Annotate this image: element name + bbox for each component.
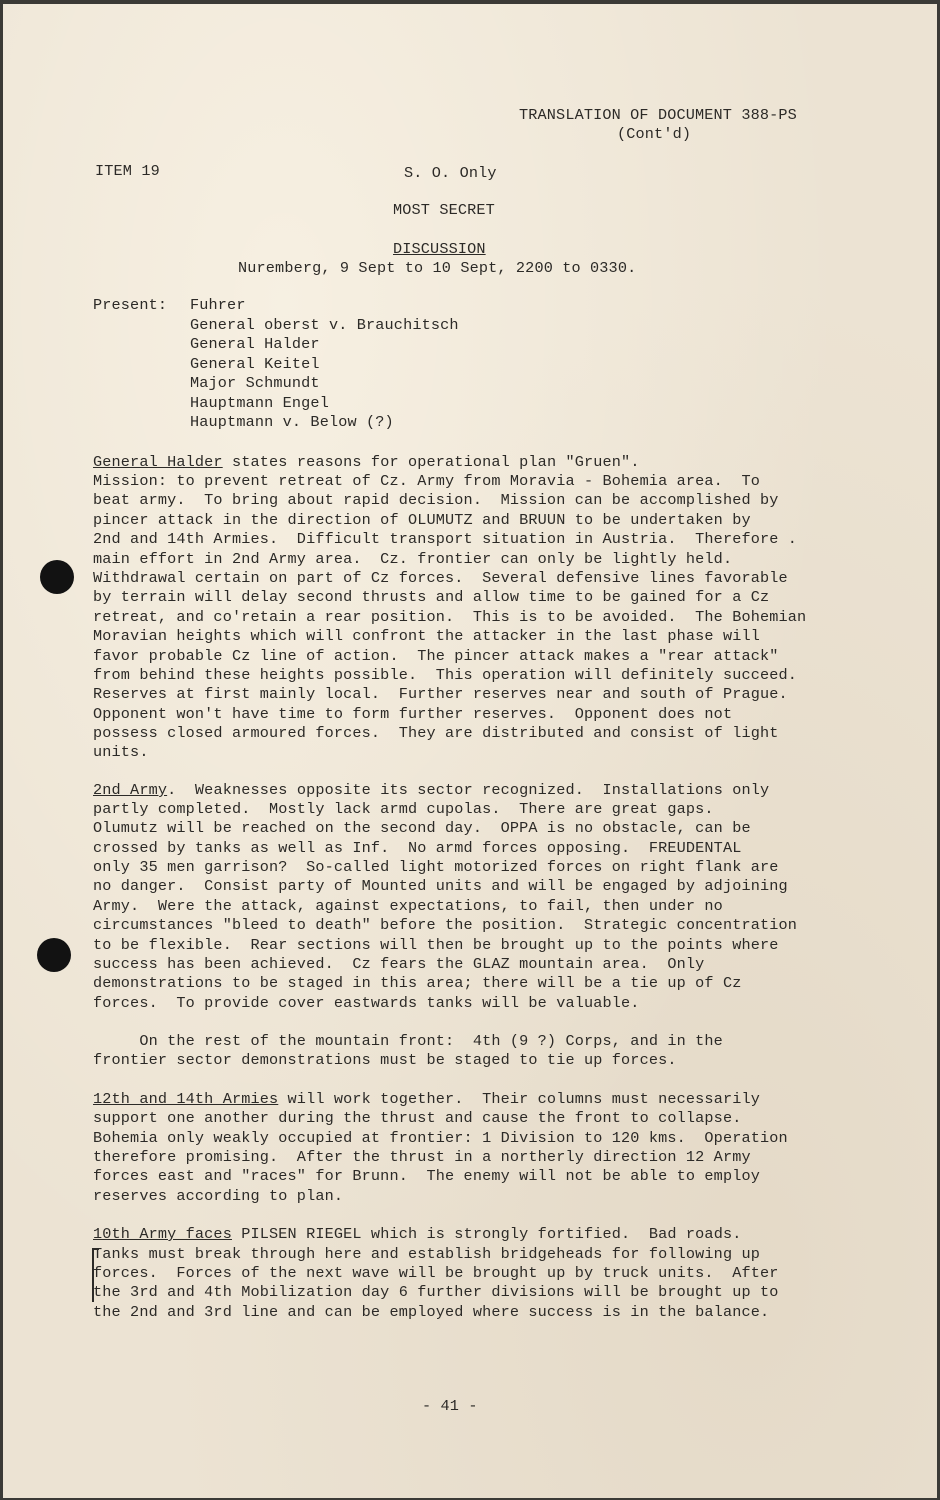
paragraph-line: possess closed armoured forces. They are distributed and consist of light (93, 724, 779, 742)
paragraph-line: On the rest of the mountain front: 4th (9 ?) Corps, and in the (93, 1032, 723, 1050)
paragraph-line: support one another during the thrust and cause the front to collapse. (93, 1109, 742, 1127)
paragraph-line: no danger. Consist party of Mounted units and will be engaged by adjoining (93, 877, 788, 895)
paragraph-line: Tanks must break through here and establish bridgeheads for following up (93, 1245, 761, 1263)
paragraph-line: frontier sector demonstrations must be staged to tie up forces. (93, 1051, 677, 1069)
paragraph-line: by terrain will delay second thrusts and allow time to be gained for a Cz (93, 588, 770, 606)
paragraph-line: demonstrations to be staged in this area; there will be a tie up of Cz (93, 974, 742, 992)
classification-secret: MOST SECRET (393, 201, 495, 219)
attendee-name: Hauptmann v. Below (?) (190, 413, 394, 431)
place-and-time: Nuremberg, 9 Sept to 10 Sept, 2200 to 0330. (238, 259, 637, 277)
paragraph-line: Moravian heights which will confront the attacker in the last phase will (93, 627, 761, 645)
document-page (3, 4, 937, 1498)
paragraph-line: partly completed. Mostly lack armd cupolas. There are great gaps. (93, 800, 714, 818)
paragraph-line: beat army. To bring about rapid decision. Mission can be accomplished by (93, 491, 779, 509)
page-number: - 41 - (422, 1397, 478, 1415)
paragraph-lead: 2nd Army (93, 781, 168, 799)
document-reference: TRANSLATION OF DOCUMENT 388-PS (519, 106, 797, 124)
attendee-name: Hauptmann Engel (190, 394, 329, 412)
paragraph-line: 2nd and 14th Armies. Difficult transport situation in Austria. Therefore . (93, 530, 798, 548)
document-title: DISCUSSION (393, 240, 486, 258)
paragraph-line: retreat, and co'retain a rear position. This is to be avoided. The Bohemian (93, 608, 807, 626)
paragraph-line: Mission: to prevent retreat of Cz. Army from Moravia - Bohemia area. To (93, 472, 761, 490)
paragraph-line: crossed by tanks as well as Inf. No armd forces opposing. FREUDENTAL (93, 839, 742, 857)
paragraph-line: pincer attack in the direction of OLUMUTZ and BRUUN to be undertaken by (93, 511, 751, 529)
paragraph-line: forces. To provide cover eastwards tanks will be valuable. (93, 994, 640, 1012)
paragraph-lead: General Halder (93, 453, 223, 471)
paragraph-10th-army-first-line (93, 1225, 742, 1244)
paragraph-text: PILSEN RIEGEL which is strongly fortified. Bad roads. (231, 1225, 742, 1243)
paragraph-line: forces. Forces of the next wave will be brought up by truck units. After (93, 1264, 779, 1282)
paragraph-line: success has been achieved. Cz fears the GLAZ mountain area. Only (93, 955, 705, 973)
paragraph-lead: 10th Army faces (93, 1225, 232, 1243)
paragraph-text: will work together. Their columns must necessarily (278, 1090, 761, 1108)
paragraph-lead: 12th and 14th Armies (93, 1090, 279, 1108)
punch-hole (40, 560, 74, 594)
paragraph-line: the 2nd and 3rd line and can be employed where success is in the balance. (93, 1303, 770, 1321)
paragraph-line: Bohemia only weakly occupied at frontier: 1 Division to 120 kms. Operation (93, 1129, 788, 1147)
paragraph-line: Olumutz will be reached on the second day. OPPA is no obstacle, can be (93, 819, 751, 837)
present-label: Present: (93, 296, 168, 314)
paragraph-line: units. (93, 743, 149, 761)
attendee-name: General Keitel (190, 355, 320, 373)
paragraph-line: to be flexible. Rear sections will then be brought up to the points where (93, 936, 779, 954)
paragraph-line: Withdrawal certain on part of Cz forces. Several defensive lines favorable (93, 569, 788, 587)
attendee-name: Major Schmundt (190, 374, 320, 392)
paragraph-line: Reserves at first mainly local. Further reserves near and south of Prague. (93, 685, 788, 703)
attendee-name: Fuhrer (190, 296, 246, 314)
attendee-name: General oberst v. Brauchitsch (190, 316, 459, 334)
paragraph-line: forces east and "races" for Brunn. The enemy will not be able to employ (93, 1167, 761, 1185)
paragraph-text: . Weaknesses opposite its sector recognized. Installations only (167, 781, 770, 799)
paragraph-line: favor probable Cz line of action. The pincer attack makes a "rear attack" (93, 647, 779, 665)
item-number: ITEM 19 (95, 162, 160, 180)
paragraph-line: only 35 men garrison? So-called light motorized forces on right flank are (93, 858, 779, 876)
paragraph-2nd-army-first-line (93, 781, 769, 800)
document-reference-continued: (Cont'd) (617, 125, 692, 143)
paragraph-text: states reasons for operational plan "Gruen". (222, 453, 640, 471)
paragraph-halder-first-line (93, 453, 640, 472)
paragraph-line: circumstances "bleed to death" before the position. Strategic concentration (93, 916, 798, 934)
paragraph-line: main effort in 2nd Army area. Cz. frontier can only be lightly held. (93, 550, 733, 568)
paragraph-line: reserves according to plan. (93, 1187, 344, 1205)
attendee-name: General Halder (190, 335, 320, 353)
classification-distribution: S. O. Only (404, 164, 497, 182)
punch-hole (37, 938, 71, 972)
paragraph-line: the 3rd and 4th Mobilization day 6 further divisions will be brought up to (93, 1283, 779, 1301)
paragraph-12th-14th-armies-first-line (93, 1090, 760, 1109)
paragraph-line: therefore promising. After the thrust in a northerly direction 12 Army (93, 1148, 751, 1166)
paragraph-line: from behind these heights possible. This operation will definitely succeed. (93, 666, 798, 684)
paragraph-line: Army. Were the attack, against expectations, to fail, then under no (93, 897, 723, 915)
paragraph-line: Opponent won't have time to form further reserves. Opponent does not (93, 705, 733, 723)
